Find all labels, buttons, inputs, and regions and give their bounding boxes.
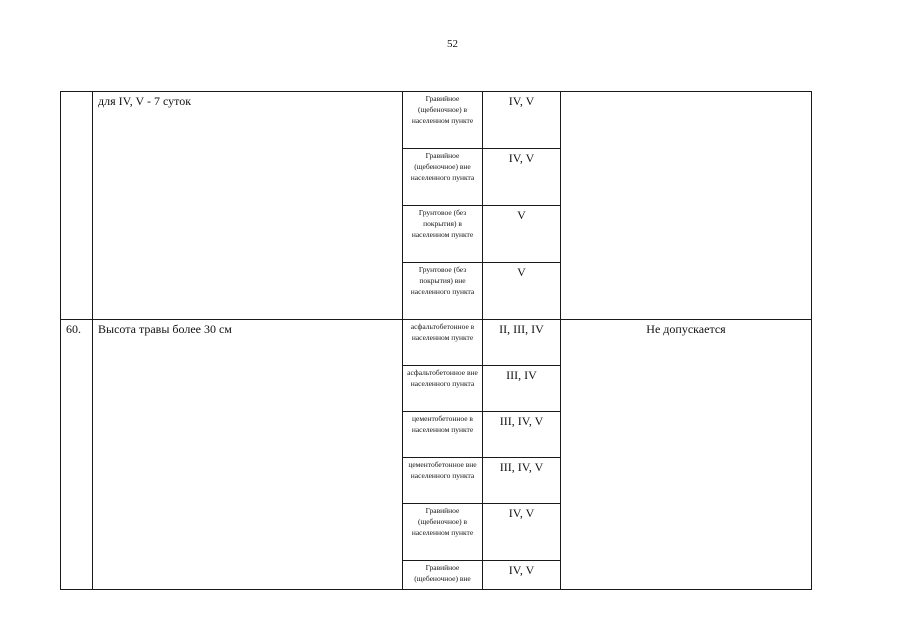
road-type: Гравийное (щебеночное) в населенном пункте <box>411 94 474 125</box>
row-number-cell <box>61 320 93 590</box>
road-type: цементобетонное в населенном пункте <box>411 414 474 434</box>
requirement-text: Не допускается <box>646 322 726 336</box>
row-description: для IV, V - 7 суток <box>98 94 192 108</box>
row-number <box>61 92 92 94</box>
category-cell <box>483 366 561 412</box>
category-cell <box>483 504 561 561</box>
road-type: Грунтовое (без покрытия) в населенном пункте <box>411 208 474 239</box>
road-type-cell <box>403 320 483 366</box>
road-type-cell <box>403 458 483 504</box>
road-category: III, IV, V <box>499 460 544 474</box>
table-row <box>61 320 812 366</box>
road-category: III, IV, V <box>499 414 544 428</box>
category-cell <box>483 412 561 458</box>
category-cell <box>483 561 561 590</box>
road-type: асфальтобетонное в населенном пункте <box>410 322 475 342</box>
road-type: асфальтобетонное вне населенного пункта <box>407 368 478 388</box>
row-description: Высота травы более 30 см <box>98 322 232 336</box>
road-category: V <box>517 265 526 279</box>
requirement-cell <box>561 320 812 590</box>
row-number-cell <box>61 92 93 320</box>
road-type: Гравийное (щебеночное) вне населенного пункта <box>410 151 475 182</box>
description-cell <box>93 92 403 320</box>
road-category: V <box>517 208 526 222</box>
road-type-cell <box>403 561 483 590</box>
category-cell <box>483 263 561 320</box>
category-cell <box>483 458 561 504</box>
road-type: Гравийное (щебеночное) вне <box>414 563 471 583</box>
category-cell <box>483 149 561 206</box>
description-cell <box>93 320 403 590</box>
road-category: IV, V <box>508 563 535 577</box>
road-category: II, III, IV <box>499 322 544 336</box>
road-type-cell <box>403 366 483 412</box>
road-category: IV, V <box>508 151 535 165</box>
road-type-cell <box>403 412 483 458</box>
table-row <box>61 92 812 149</box>
row-number: 60. <box>66 322 81 336</box>
road-type-cell <box>403 206 483 263</box>
requirements-table <box>60 91 812 590</box>
road-category: III, IV <box>506 368 537 382</box>
category-cell <box>483 206 561 263</box>
road-type: Грунтовое (без покрытия) вне населенного пункта <box>410 265 475 296</box>
road-type-cell <box>403 149 483 206</box>
category-cell <box>483 320 561 366</box>
road-type-cell <box>403 92 483 149</box>
road-category: IV, V <box>508 94 535 108</box>
road-type: Гравийное (щебеночное) в населенном пункте <box>411 506 474 537</box>
road-type-cell <box>403 263 483 320</box>
page-number: 52 <box>447 38 458 50</box>
category-cell <box>483 92 561 149</box>
road-type-cell <box>403 504 483 561</box>
requirement-text <box>561 92 811 94</box>
road-category: IV, V <box>508 506 535 520</box>
road-type: цементобетонное вне населенного пункта <box>408 460 477 480</box>
requirement-cell <box>561 92 812 320</box>
